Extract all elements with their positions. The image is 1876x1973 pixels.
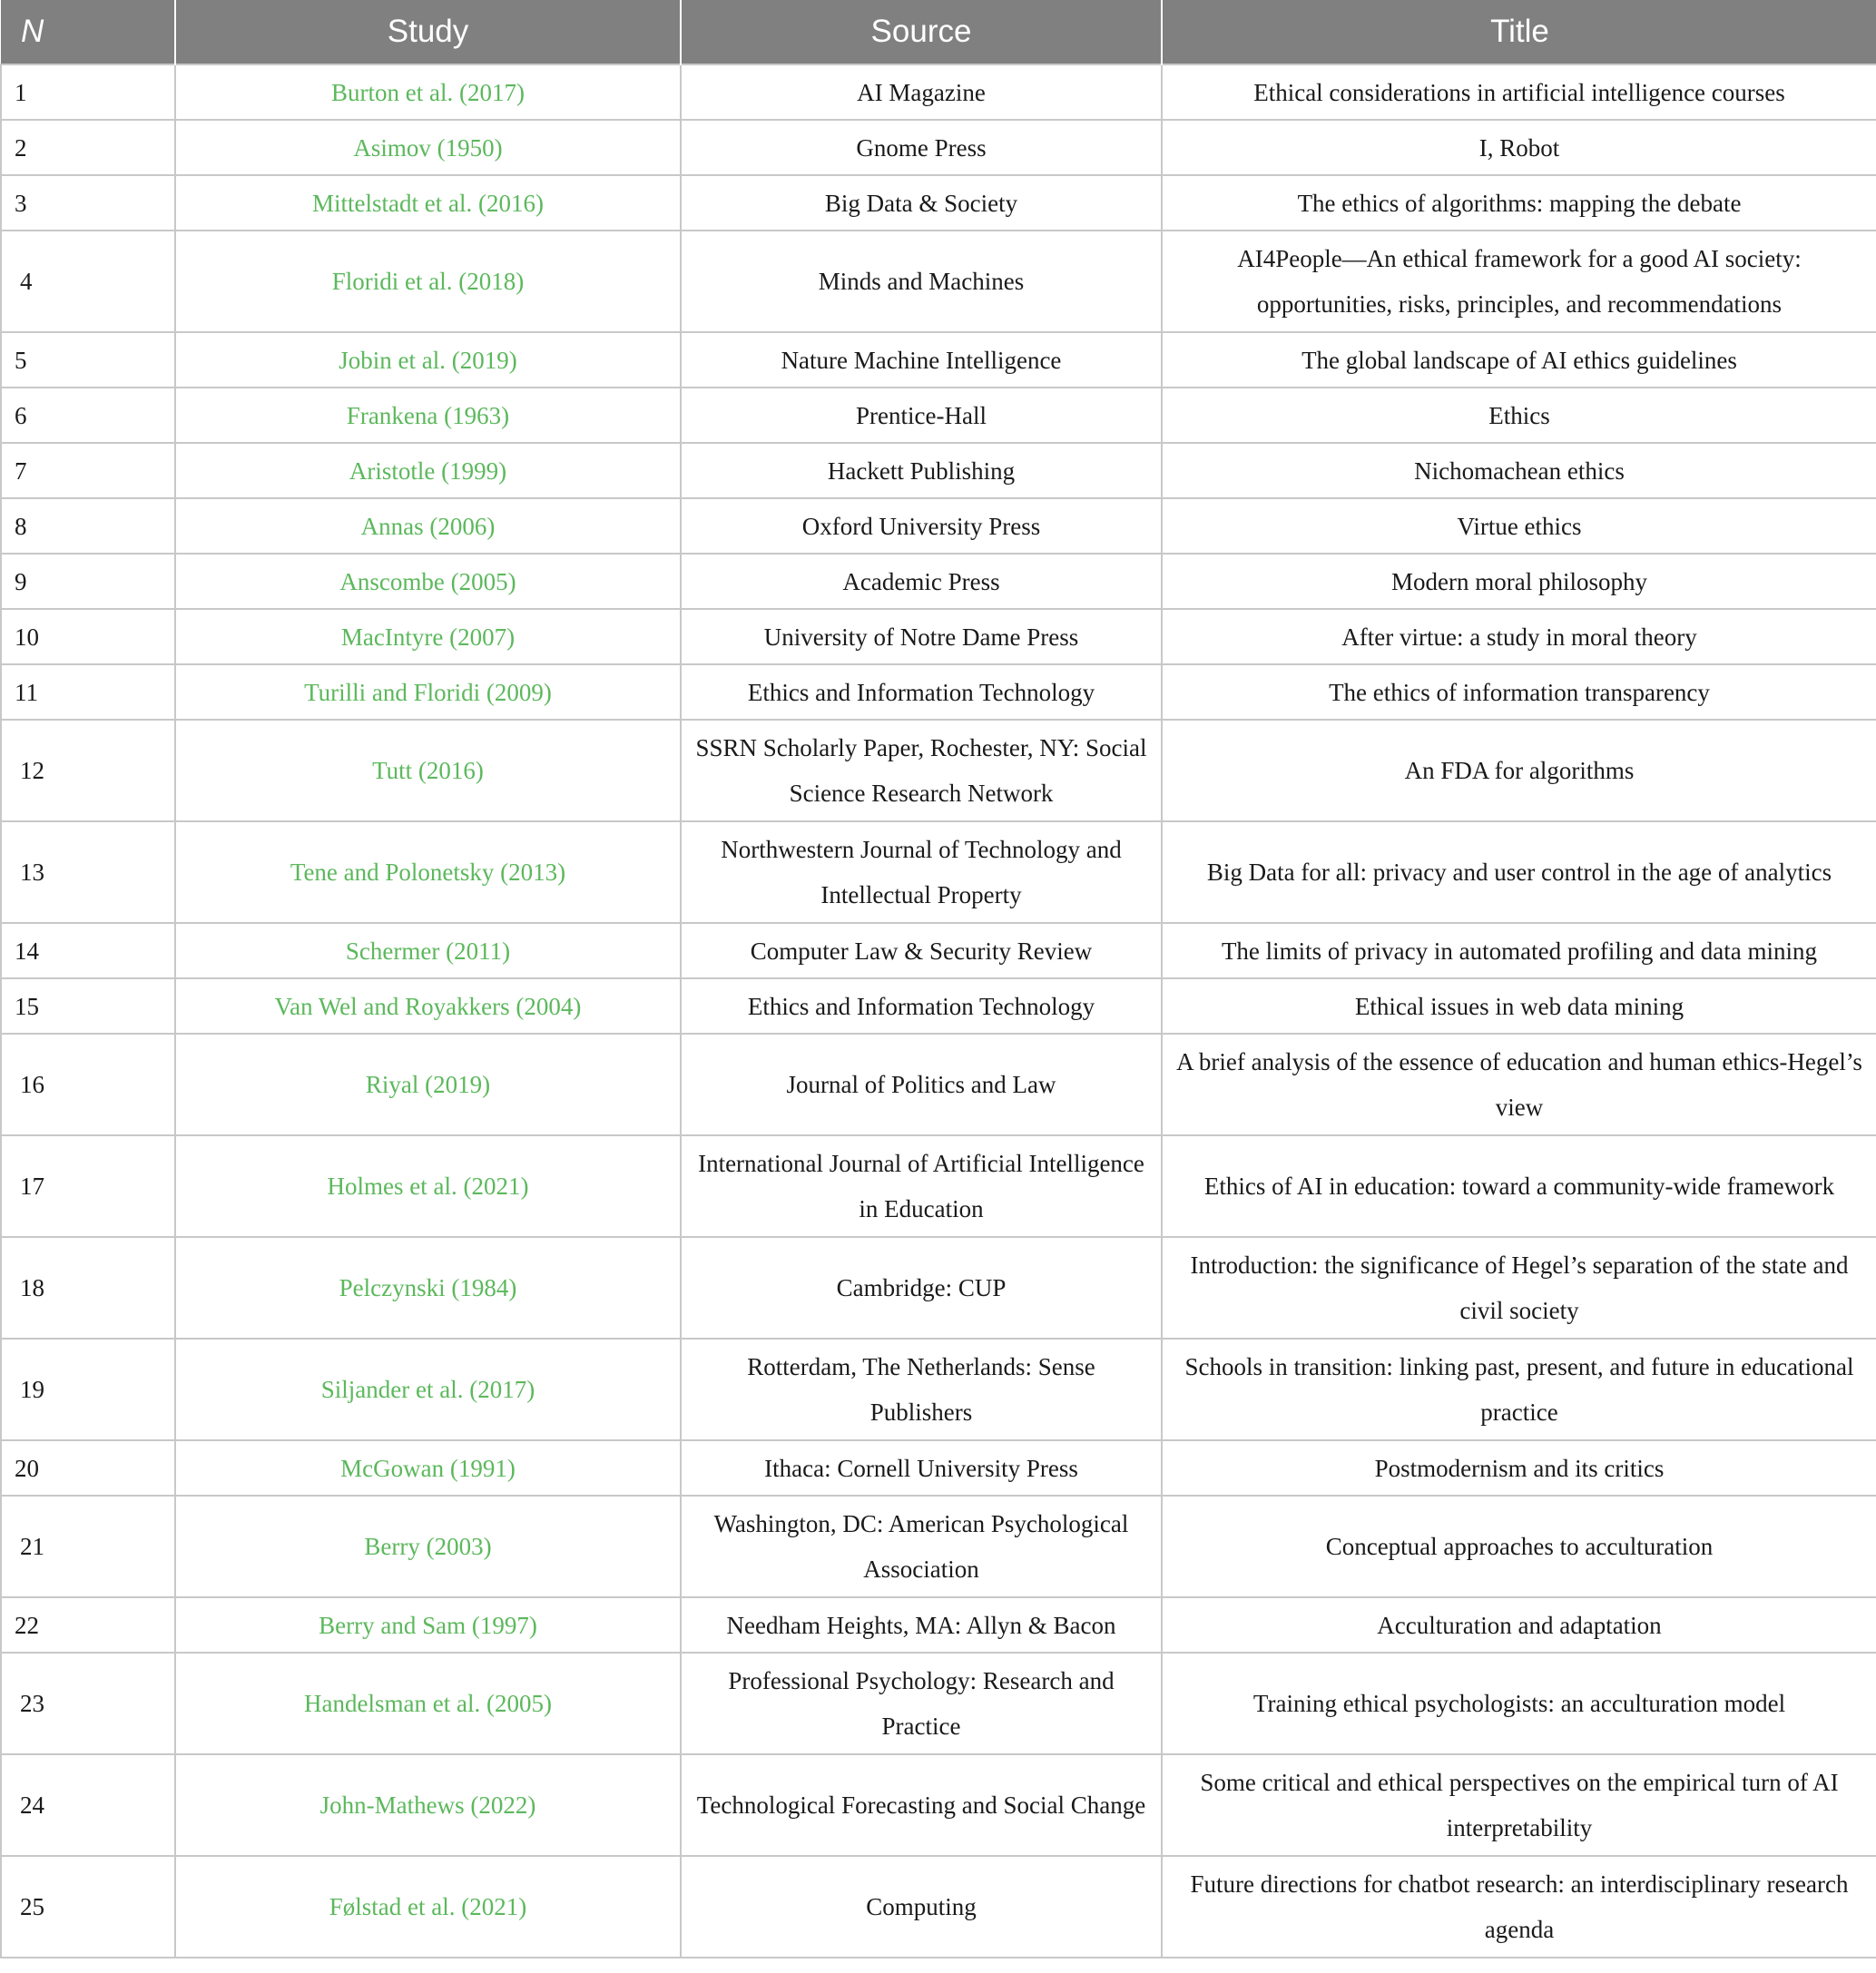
cell-title: The ethics of algorithms: mapping the debate [1162,175,1876,231]
cell-n: 5 [1,332,175,388]
table-body [1,64,1876,1958]
cell-n: 18 [1,1237,175,1339]
cell-source: Big Data & Society [681,175,1162,231]
cell-study-link[interactable]: Schermer (2011) [175,923,681,978]
cell-title: Postmodernism and its critics [1162,1440,1876,1496]
cell-source: Prentice-Hall [681,388,1162,443]
cell-n: 10 [1,609,175,664]
cell-source: Ethics and Information Technology [681,978,1162,1034]
cell-n: 9 [1,554,175,609]
cell-n: 2 [1,120,175,175]
cell-n: 3 [1,175,175,231]
cell-study-link[interactable]: Riyal (2019) [175,1034,681,1135]
cell-source: Washington, DC: American Psychological Association [681,1496,1162,1597]
cell-source: SSRN Scholarly Paper, Rochester, NY: Social Science Research Network [681,720,1162,821]
cell-source: Hackett Publishing [681,443,1162,498]
cell-n: 1 [1,64,175,120]
cell-study-link[interactable]: Følstad et al. (2021) [175,1856,681,1958]
cell-title: The limits of privacy in automated profiling and data mining [1162,923,1876,978]
cell-source: Technological Forecasting and Social Change [681,1754,1162,1856]
cell-title: Ethics of AI in education: toward a community-wide framework [1162,1135,1876,1237]
header-n: N [1,0,175,64]
cell-study-link[interactable]: Tutt (2016) [175,720,681,821]
cell-source: Needham Heights, MA: Allyn & Bacon [681,1597,1162,1653]
cell-n: 7 [1,443,175,498]
cell-title: The global landscape of AI ethics guidelines [1162,332,1876,388]
cell-source: Ethics and Information Technology [681,664,1162,720]
cell-source: Oxford University Press [681,498,1162,554]
table-row [1,554,1876,609]
table-row [1,120,1876,175]
table-row [1,175,1876,231]
table-row [1,231,1876,332]
cell-title: Some critical and ethical perspectives on the empirical turn of AI interpretability [1162,1754,1876,1856]
cell-title: Modern moral philosophy [1162,554,1876,609]
cell-source: Northwestern Journal of Technology and Intellectual Property [681,821,1162,923]
cell-title: Nichomachean ethics [1162,443,1876,498]
cell-study-link[interactable]: Turilli and Floridi (2009) [175,664,681,720]
cell-source: AI Magazine [681,64,1162,120]
cell-n: 11 [1,664,175,720]
cell-n: 16 [1,1034,175,1135]
cell-source: Computing [681,1856,1162,1958]
cell-n: 23 [1,1653,175,1754]
table-row [1,1440,1876,1496]
cell-title: I, Robot [1162,120,1876,175]
cell-source: University of Notre Dame Press [681,609,1162,664]
table-row [1,1653,1876,1754]
table-row [1,821,1876,923]
cell-study-link[interactable]: Siljander et al. (2017) [175,1339,681,1440]
cell-title: Acculturation and adaptation [1162,1597,1876,1653]
table-row [1,1135,1876,1237]
cell-title: Big Data for all: privacy and user control in the age of analytics [1162,821,1876,923]
table-row [1,64,1876,120]
cell-title: Introduction: the significance of Hegel’s separation of the state and civil society [1162,1237,1876,1339]
cell-title: Ethics [1162,388,1876,443]
cell-source: Minds and Machines [681,231,1162,332]
table-row [1,978,1876,1034]
cell-study-link[interactable]: Van Wel and Royakkers (2004) [175,978,681,1034]
cell-n: 8 [1,498,175,554]
cell-study-link[interactable]: Aristotle (1999) [175,443,681,498]
table-row [1,1034,1876,1135]
cell-study-link[interactable]: John-Mathews (2022) [175,1754,681,1856]
cell-source: Professional Psychology: Research and Practice [681,1653,1162,1754]
cell-title: After virtue: a study in moral theory [1162,609,1876,664]
table-row [1,332,1876,388]
cell-title: Ethical considerations in artificial intelligence courses [1162,64,1876,120]
cell-n: 19 [1,1339,175,1440]
cell-title: The ethics of information transparency [1162,664,1876,720]
cell-source: International Journal of Artificial Intelligence in Education [681,1135,1162,1237]
header-study: Study [175,0,681,64]
cell-n: 20 [1,1440,175,1496]
cell-source: Computer Law & Security Review [681,923,1162,978]
table-row [1,443,1876,498]
cell-source: Gnome Press [681,120,1162,175]
cell-title: Conceptual approaches to acculturation [1162,1496,1876,1597]
cell-n: 17 [1,1135,175,1237]
cell-n: 14 [1,923,175,978]
cell-source: Ithaca: Cornell University Press [681,1440,1162,1496]
cell-n: 15 [1,978,175,1034]
cell-source: Academic Press [681,554,1162,609]
cell-source: Rotterdam, The Netherlands: Sense Publishers [681,1339,1162,1440]
cell-study-link[interactable]: Handelsman et al. (2005) [175,1653,681,1754]
cell-n: 13 [1,821,175,923]
cell-study-link[interactable]: Floridi et al. (2018) [175,231,681,332]
cell-source: Journal of Politics and Law [681,1034,1162,1135]
cell-study-link[interactable]: MacIntyre (2007) [175,609,681,664]
table-row [1,1496,1876,1597]
table-row [1,1754,1876,1856]
cell-study-link[interactable]: Mittelstadt et al. (2016) [175,175,681,231]
cell-study-link[interactable]: Holmes et al. (2021) [175,1135,681,1237]
cell-n: 25 [1,1856,175,1958]
cell-study-link[interactable]: Tene and Polonetsky (2013) [175,821,681,923]
cell-title: A brief analysis of the essence of education and human ethics-Hegel’s view [1162,1034,1876,1135]
cell-study-link[interactable]: Pelczynski (1984) [175,1237,681,1339]
cell-study-link[interactable]: McGowan (1991) [175,1440,681,1496]
cell-title: Schools in transition: linking past, present, and future in educational practice [1162,1339,1876,1440]
cell-n: 12 [1,720,175,821]
table-row [1,1237,1876,1339]
cell-n: 22 [1,1597,175,1653]
cell-source: Cambridge: CUP [681,1237,1162,1339]
cell-n: 24 [1,1754,175,1856]
cell-title: Future directions for chatbot research: an interdisciplinary research agenda [1162,1856,1876,1958]
cell-source: Nature Machine Intelligence [681,332,1162,388]
cell-study-link[interactable]: Berry and Sam (1997) [175,1597,681,1653]
table-row [1,1339,1876,1440]
cell-title: An FDA for algorithms [1162,720,1876,821]
header-row [1,0,1876,64]
cell-title: Ethical issues in web data mining [1162,978,1876,1034]
table-row [1,609,1876,664]
cell-study-link[interactable]: Anscombe (2005) [175,554,681,609]
table-row [1,1597,1876,1653]
cell-n: 21 [1,1496,175,1597]
cell-n: 6 [1,388,175,443]
table-row [1,388,1876,443]
cell-title: Virtue ethics [1162,498,1876,554]
table-row [1,720,1876,821]
cell-study-link[interactable]: Asimov (1950) [175,120,681,175]
header-source: Source [681,0,1162,64]
cell-title: AI4People—An ethical framework for a good AI society: opportunities, risks, principles, and recommendations [1162,231,1876,332]
cell-title: Training ethical psychologists: an acculturation model [1162,1653,1876,1754]
cell-n: 4 [1,231,175,332]
cell-study-link[interactable]: Burton et al. (2017) [175,64,681,120]
cell-study-link[interactable]: Jobin et al. (2019) [175,332,681,388]
table-row [1,498,1876,554]
cell-study-link[interactable]: Berry (2003) [175,1496,681,1597]
table-header [1,0,1876,64]
header-title: Title [1162,0,1876,64]
table-row [1,1856,1876,1958]
cell-study-link[interactable]: Frankena (1963) [175,388,681,443]
table-row [1,664,1876,720]
table-row [1,923,1876,978]
cell-study-link[interactable]: Annas (2006) [175,498,681,554]
